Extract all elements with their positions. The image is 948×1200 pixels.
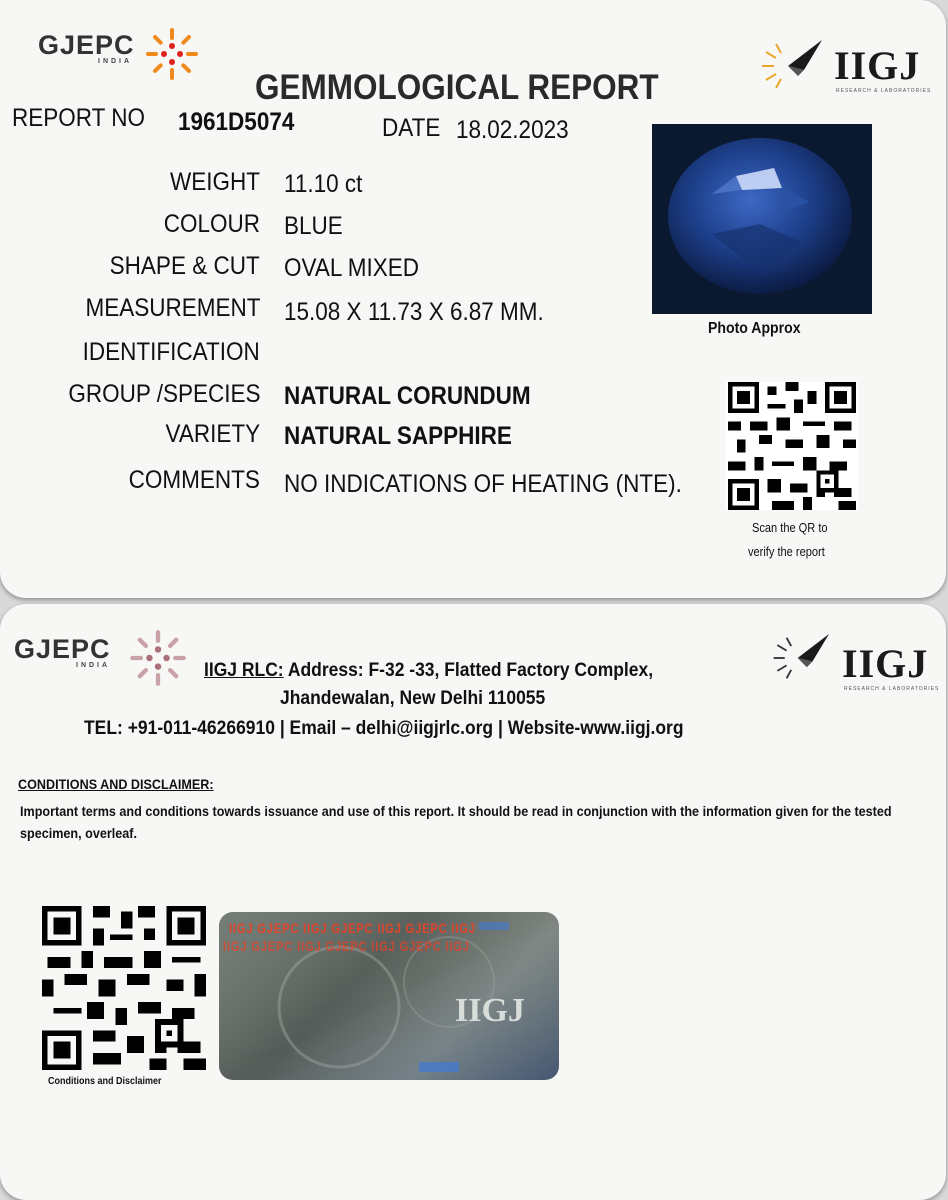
field-value-weight: 11.10 ct <box>284 170 363 198</box>
field-label-comments: COMMENTS <box>128 466 260 494</box>
report-no-value: 1961D5074 <box>178 108 295 136</box>
verify-qr-code[interactable] <box>726 382 858 510</box>
conditions-title: CONDITIONS AND DISCLAIMER: <box>18 776 214 792</box>
report-back-card <box>0 604 946 1200</box>
report-front-card <box>0 0 946 598</box>
disclaimer-qr-code[interactable] <box>42 906 206 1070</box>
address-line1-text: Address: F-32 -33, Flatted Factory Complex, <box>283 660 654 681</box>
gjepc-logo <box>38 30 135 65</box>
gjepc-logo-back <box>14 634 111 669</box>
field-label-shape-cut: SHAPE & CUT <box>109 252 260 280</box>
iigj-logo-text: IIGJ <box>834 43 921 88</box>
gjepc-logo-text: GJEPC <box>38 30 135 60</box>
qr-caption-line1: Scan the QR to <box>752 520 828 535</box>
field-label-measurement: MEASUREMENT <box>84 294 260 322</box>
qr-caption-line2: verify the report <box>748 544 825 559</box>
field-label-colour: COLOUR <box>163 210 260 238</box>
field-value-colour: BLUE <box>284 212 343 240</box>
field-label-group-species: GROUP /SPECIES <box>67 380 260 408</box>
field-label-weight: WEIGHT <box>170 168 260 196</box>
report-title: GEMMOLOGICAL REPORT <box>255 68 659 107</box>
photo-caption: Photo Approx <box>708 320 801 337</box>
date-label: DATE <box>382 114 441 142</box>
iigj-logo-subtext-back: RESEARCH & LABORATORIES <box>844 686 940 692</box>
iigj-logo-text-back: IIGJ <box>842 641 929 686</box>
address-line1 <box>204 660 653 682</box>
report-no-label: REPORT NO <box>12 104 145 132</box>
field-value-variety: NATURAL SAPPHIRE <box>284 422 512 450</box>
field-value-shape-cut: OVAL MIXED <box>284 254 420 282</box>
conditions-text: Important terms and conditions towards issuance and use of this report. It should be read in conjunction with the information given for the tested specimen, overleaf. <box>20 803 892 841</box>
iigj-logo-subtext: RESEARCH & LABORATORIES <box>836 88 932 94</box>
field-label-identification: IDENTIFICATION <box>82 338 260 366</box>
field-value-measurement: 15.08 X 11.73 X 6.87 MM. <box>284 298 544 326</box>
gjepc-logo-text-back: GJEPC <box>14 634 111 664</box>
address-label: IIGJ RLC: <box>204 660 284 681</box>
field-value-group-species: NATURAL CORUNDUM <box>284 382 531 410</box>
hologram-iigj-logo: IIGJ <box>455 992 525 1029</box>
address-line2: Jhandewalan, New Delhi 110055 <box>280 688 546 709</box>
iigj-emblem-icon <box>758 36 834 96</box>
gjepc-sunburst-icon <box>144 26 200 82</box>
gjepc-logo-subtext-back: INDIA <box>76 662 111 669</box>
date-value: 18.02.2023 <box>456 116 569 144</box>
disclaimer-qr-caption: Conditions and Disclaimer <box>48 1076 162 1087</box>
gjepc-logo-subtext: INDIA <box>98 58 133 65</box>
hologram-pattern-row1: IIGJ GJEPC IIGJ GJEPC IIGJ GJEPC IIGJ <box>229 920 476 936</box>
gjepc-sunburst-icon-back <box>128 628 188 688</box>
hologram-sticker <box>219 912 559 1080</box>
iigj-emblem-icon-back <box>770 626 840 690</box>
hologram-pattern-row2: IIGJ GJEPC IIGJ GJEPC IIGJ GJEPC IIGJ <box>223 938 470 954</box>
contact-line: TEL: +91-011-46266910 | Email – delhi@iigjrlc.org | Website-www.iigj.org <box>84 718 684 739</box>
field-value-comments: NO INDICATIONS OF HEATING (NTE). <box>284 470 682 498</box>
field-label-variety: VARIETY <box>165 420 260 448</box>
gem-photo <box>652 124 872 314</box>
